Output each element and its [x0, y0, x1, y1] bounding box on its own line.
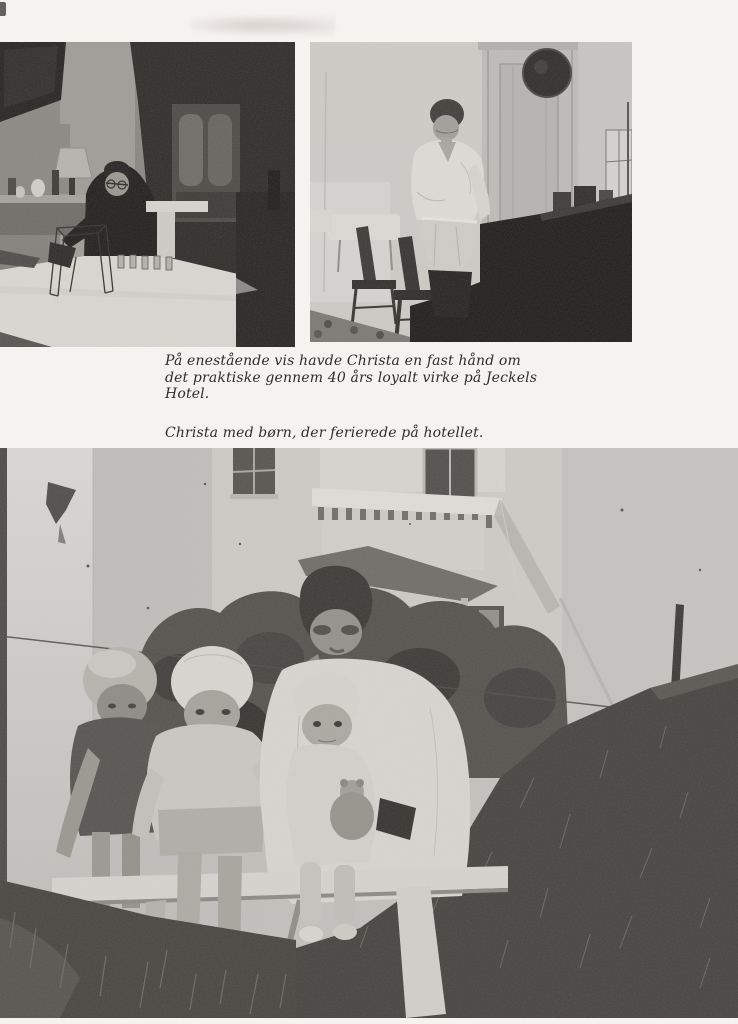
photo-woman-in-dining-room-art: [310, 42, 632, 342]
caption-line: Christa med børn, der ferierede på hotellet.: [165, 425, 484, 441]
photo-man-at-dining-table: [0, 42, 295, 347]
photo-man-at-dining-table-art: [0, 42, 295, 347]
photo-christa-with-children-art: [0, 448, 738, 1018]
page-bleedthrough-mark: [190, 13, 335, 37]
film-grain: [0, 42, 295, 347]
caption-line: På enestående vis havde Christa en fast hånd om: [165, 353, 521, 369]
bottom-photo-caption: [165, 425, 565, 442]
photo-woman-in-dining-room: [310, 42, 632, 342]
film-grain: [0, 448, 738, 1018]
caption-line: det praktiske gennem 40 års loyalt virke på Jeckels: [165, 369, 538, 386]
film-grain: [310, 42, 632, 342]
photo-christa-with-children: [0, 448, 738, 1018]
scan-artifact-mark: [0, 2, 6, 16]
photo-caption: [165, 353, 565, 403]
caption-line: Hotel.: [165, 386, 210, 402]
